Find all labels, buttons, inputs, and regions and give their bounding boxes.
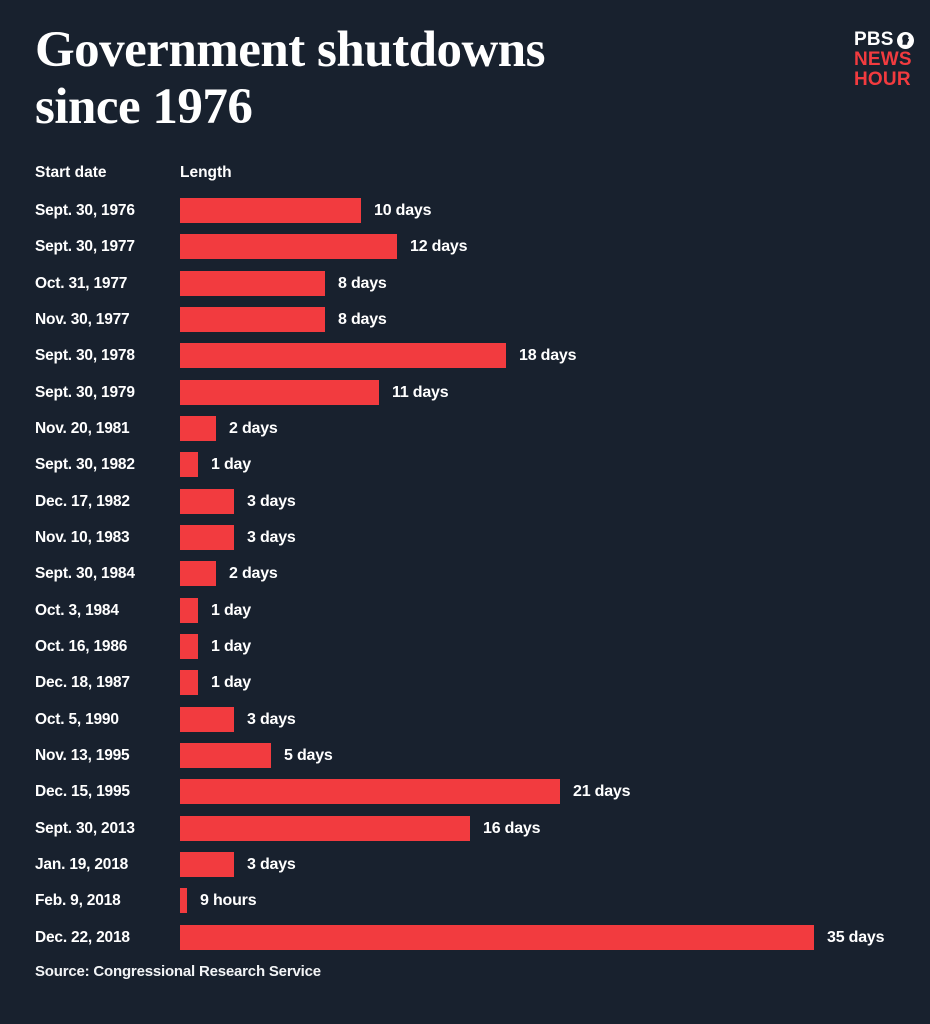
row-date-label: Sept. 30, 1978 — [35, 347, 135, 364]
bar-value-label: 2 days — [229, 565, 278, 582]
source-note: Source: Congressional Research Service — [35, 963, 321, 980]
bar — [180, 816, 470, 841]
row-date-label: Sept. 30, 1977 — [35, 238, 135, 255]
chart-row — [0, 561, 930, 586]
bar-value-label: 18 days — [519, 347, 577, 364]
bar — [180, 198, 361, 223]
row-date-label: Sept. 30, 2013 — [35, 820, 135, 837]
bar-value-label: 3 days — [247, 529, 296, 546]
chart-row — [0, 670, 930, 695]
row-date-label: Sept. 30, 1984 — [35, 565, 135, 582]
chart-row — [0, 779, 930, 804]
bar-value-label: 3 days — [247, 493, 296, 510]
chart-row — [0, 634, 930, 659]
row-date-label: Nov. 20, 1981 — [35, 420, 130, 437]
bar — [180, 525, 234, 550]
bar-value-label: 2 days — [229, 420, 278, 437]
bar — [180, 343, 506, 368]
column-header-length: Length — [180, 164, 232, 181]
bar-value-label: 11 days — [392, 384, 449, 401]
pbs-newshour-logo — [854, 30, 914, 90]
row-date-label: Oct. 16, 1986 — [35, 638, 128, 655]
chart-row — [0, 380, 930, 405]
chart-row — [0, 852, 930, 877]
logo-news-text: NEWS — [854, 49, 912, 70]
bar-chart — [0, 198, 930, 958]
bar-value-label: 12 days — [410, 238, 468, 255]
bar-value-label: 35 days — [827, 929, 885, 946]
chart-row — [0, 925, 930, 950]
pbs-head-icon — [897, 32, 914, 49]
bar-value-label: 9 hours — [200, 892, 257, 909]
bar — [180, 416, 216, 441]
row-date-label: Sept. 30, 1982 — [35, 456, 135, 473]
row-date-label: Dec. 18, 1987 — [35, 674, 130, 691]
chart-row — [0, 598, 930, 623]
bar-value-label: 1 day — [211, 456, 251, 473]
bar-value-label: 10 days — [374, 202, 432, 219]
chart-row — [0, 489, 930, 514]
chart-row — [0, 707, 930, 732]
row-date-label: Feb. 9, 2018 — [35, 892, 121, 909]
page-title-line1: Government shutdowns — [35, 22, 545, 78]
bar — [180, 707, 234, 732]
bar-value-label: 8 days — [338, 311, 387, 328]
row-date-label: Sept. 30, 1976 — [35, 202, 135, 219]
bar — [180, 925, 814, 950]
chart-row — [0, 525, 930, 550]
bar — [180, 561, 216, 586]
chart-row — [0, 743, 930, 768]
bar-value-label: 1 day — [211, 674, 251, 691]
row-date-label: Nov. 13, 1995 — [35, 747, 130, 764]
chart-row — [0, 816, 930, 841]
page-title-line2: since 1976 — [35, 79, 253, 135]
bar — [180, 779, 560, 804]
bar-value-label: 3 days — [247, 856, 296, 873]
column-header-start-date: Start date — [35, 164, 107, 181]
row-date-label: Dec. 17, 1982 — [35, 493, 130, 510]
chart-row — [0, 452, 930, 477]
bar-value-label: 16 days — [483, 820, 541, 837]
logo-pbs-text: PBS — [854, 29, 894, 50]
logo-pbs-line — [854, 30, 914, 50]
row-date-label: Oct. 31, 1977 — [35, 275, 128, 292]
row-date-label: Oct. 3, 1984 — [35, 602, 119, 619]
bar-value-label: 1 day — [211, 638, 251, 655]
bar — [180, 307, 325, 332]
bar — [180, 380, 379, 405]
page-title — [35, 22, 545, 136]
row-date-label: Dec. 22, 2018 — [35, 929, 130, 946]
row-date-label: Dec. 15, 1995 — [35, 783, 130, 800]
chart-row — [0, 416, 930, 441]
chart-row — [0, 307, 930, 332]
chart-row — [0, 271, 930, 296]
bar-value-label: 3 days — [247, 711, 296, 728]
logo-hour-text: HOUR — [854, 69, 911, 90]
bar — [180, 234, 397, 259]
row-date-label: Nov. 10, 1983 — [35, 529, 130, 546]
bar — [180, 452, 198, 477]
bar-value-label: 21 days — [573, 783, 631, 800]
chart-row — [0, 343, 930, 368]
bar — [180, 634, 198, 659]
bar-value-label: 5 days — [284, 747, 333, 764]
chart-row — [0, 234, 930, 259]
bar — [180, 489, 234, 514]
row-date-label: Nov. 30, 1977 — [35, 311, 130, 328]
bar — [180, 888, 187, 913]
row-date-label: Sept. 30, 1979 — [35, 384, 135, 401]
chart-row — [0, 198, 930, 223]
row-date-label: Jan. 19, 2018 — [35, 856, 129, 873]
bar-value-label: 1 day — [211, 602, 251, 619]
row-date-label: Oct. 5, 1990 — [35, 711, 119, 728]
bar — [180, 852, 234, 877]
bar — [180, 271, 325, 296]
bar — [180, 743, 271, 768]
bar — [180, 598, 198, 623]
bar — [180, 670, 198, 695]
chart-row — [0, 888, 930, 913]
bar-value-label: 8 days — [338, 275, 387, 292]
